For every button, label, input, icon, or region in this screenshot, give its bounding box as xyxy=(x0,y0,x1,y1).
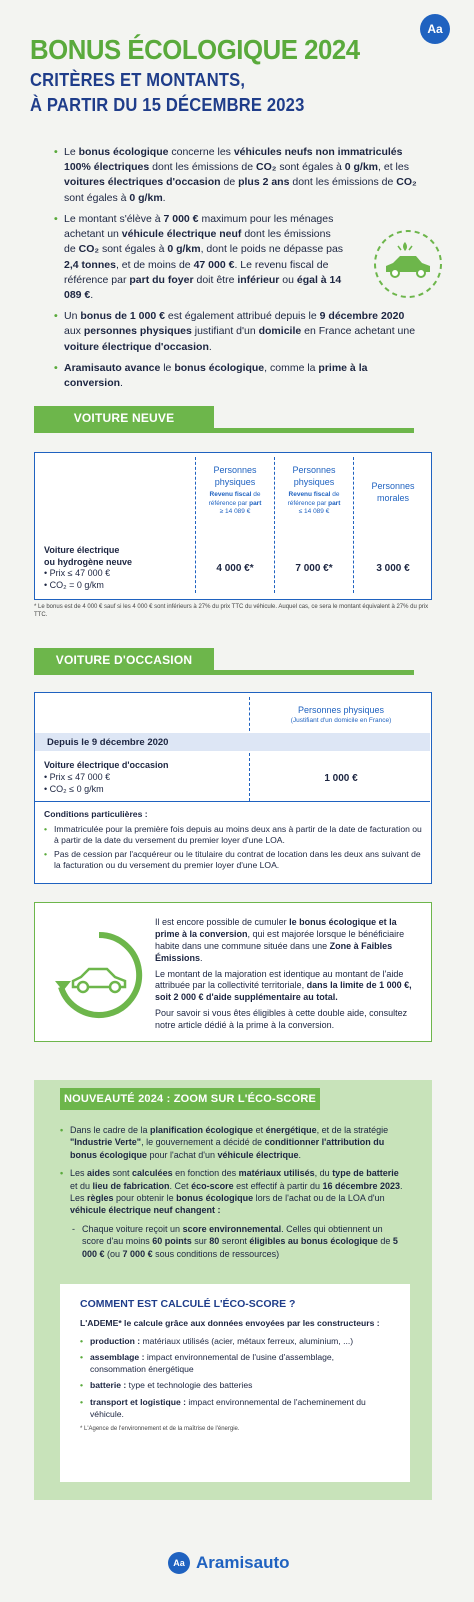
conditions: Conditions particulières : • Immatriculée pour la première fois depuis au moins deux ans à partir de la date de facturation ou à partir de la date du versement du premier loyer d'une LOA. • Pas de cession par l'acquéreur ou le titulaire du contrat de location dans les deux ans suivant de la facturation ou du versement du premier loyer d'une LOA. xyxy=(44,809,422,878)
page-subtitle-line2: À PARTIR DU 15 DÉCEMBRE 2023 xyxy=(30,95,305,115)
column-divider xyxy=(249,697,250,731)
eco-bullets xyxy=(60,1124,405,1260)
neuf-table xyxy=(34,452,432,600)
column-divider xyxy=(353,457,354,593)
calc-item: • production : matériaux utilisés (acier, métaux ferreux, aluminium, ...) xyxy=(80,1336,390,1348)
amount-cell: 4 000 €* xyxy=(216,563,254,574)
column-header: Personnes physiques (Justifiant d'un domicile en France) xyxy=(290,705,392,724)
eco-bullet: • Dans le cadre de la planification écologique et énergétique, et de la stratégie "Industrie Verte", le gouvernement a décidé de conditionner l'attribution du bonus écologique pour l'achat d'un véhicule électrique. xyxy=(60,1124,405,1161)
footer-logo[interactable] xyxy=(168,1552,290,1574)
calc-item: • batterie : type et technologie des batteries xyxy=(80,1380,390,1392)
row-label: Voiture électrique ou hydrogène neuve • Prix ≤ 47 000 € • CO₂ = 0 g/km xyxy=(44,545,133,591)
date-band: Depuis le 9 décembre 2020 xyxy=(35,733,430,751)
footnote: * Le bonus est de 4 000 € sauf si les 4 000 € sont inférieurs à 27% du prix TTC du véhicule. Auquel cas, ce sera le montant équivalent à 27% du prix TTC. xyxy=(34,604,429,618)
section-tag-neuf: VOITURE NEUVE xyxy=(34,406,214,430)
eco-sub-bullet: - Chaque voiture reçoit un score environnemental. Celles qui obtiennent un score d'au moins 60 points sur 80 seront éligibles au bonus écologique de 5 000 € (ou 7 000 € sous conditions de ressources) xyxy=(72,1223,398,1259)
amount-cell: 7 000 €* xyxy=(295,563,333,574)
occasion-table xyxy=(34,692,432,884)
page-subtitle-line1: CRITÈRES ET MONTANTS, xyxy=(30,70,246,90)
ademe-note: * L'Agence de l'environnement et de la maîtrise de l'énergie. xyxy=(80,1426,240,1433)
cumul-panel xyxy=(34,902,432,1042)
condition-item: • Pas de cession par l'acquéreur ou le titulaire du contrat de location dans les deux ans suivant de la facturation ou du versement du premier loyer d'une LOA. xyxy=(44,849,422,872)
column-divider xyxy=(195,457,196,593)
aramisauto-logo-icon: Aa xyxy=(420,14,450,44)
page-title: BONUS ÉCOLOGIQUE 2024 xyxy=(30,34,360,65)
intro-bullet: • Aramisauto avance le bonus écologique, comme la prime à la conversion. xyxy=(54,361,419,391)
aramisauto-logo-icon: Aa xyxy=(168,1552,190,1574)
calc-body: L'ADEME* le calcule grâce aux données envoyées par les constructeurs : • production : matériaux utilisés (acier, métaux ferreux, aluminium, ...) • assemblage : impact environnemental de l'usine d'assemblage, consommation énergétique • batterie : type et technologie des batteries • transport et logistique : impact environnemental de l'acheminement du véhicule. * L'Agence de l'environnement et de la maîtrise de l'énergie. xyxy=(80,1318,390,1434)
intro-bullets xyxy=(54,145,419,397)
cumul-text: Il est encore possible de cumuler le bonus écologique et la prime à la conversion, qui est majorée lorsque le bénéficiaire habite dans une commune située dans une Zone à Faibles Émissions. Le montant de la majoration est identique au montant de l'aide attribuée par la collectivité territoriale, dans la limite de 1 000 €, soit 2 000 € d'aide supplémentaire au total. Pour savoir si vous êtes éligibles à cette double aide, consultez notre article dédié à la prime à la conversion. xyxy=(155,917,412,1030)
intro-bullet: • Un bonus de 1 000 € est également attribué depuis le 9 décembre 2020 aux personnes physiques justifiant d'un domicile en France achetant une voiture électrique d'occasion. xyxy=(54,309,419,355)
divider xyxy=(35,801,430,802)
eco-score-section xyxy=(34,1080,432,1500)
row-label: Voiture électrique d'occasion • Prix ≤ 47 000 € • CO₂ ≤ 0 g/km xyxy=(44,760,169,795)
intro-bullet: • Le bonus écologique concerne les véhicules neufs non immatriculés 100% électriques dont les émissions de CO₂ sont égales à 0 g/km, et les voitures électriques d'occasion de plus 2 ans dont les émissions de CO₂ sont égales à 0 g/km. xyxy=(54,145,419,206)
column-header: Personnes physiques Revenu fiscal de référence par part ≥ 14 089 € xyxy=(208,465,262,516)
column-divider xyxy=(274,457,275,593)
electric-car-icon xyxy=(372,228,444,300)
amount-cell: 1 000 € xyxy=(324,773,358,784)
eco-calc-box xyxy=(60,1284,410,1482)
calc-item: • transport et logistique : impact environnemental de l'acheminement du véhicule. xyxy=(80,1397,390,1420)
section-tag-eco: NOUVEAUTÉ 2024 : ZOOM SUR L'ÉCO-SCORE xyxy=(60,1088,320,1110)
calc-title: COMMENT EST CALCULÉ L'ÉCO-SCORE ? xyxy=(80,1298,296,1310)
eco-bullet: • Les aides sont calculées en fonction des matériaux utilisés, du type de batterie et du lieu de fabrication. Cet éco-score est effectif à partir du 16 décembre 2023. Les règles pour obtenir le bonus écologique lors de l'achat ou de la LOA d'un véhicule électrique neuf changent : xyxy=(60,1167,405,1217)
condition-item: • Immatriculée pour la première fois depuis au moins deux ans à partir de la date de facturation ou à partir de la date du versement du premier loyer d'une LOA. xyxy=(44,824,422,847)
column-header: Personnes morales xyxy=(371,481,415,503)
calc-item: • assemblage : impact environnemental de l'usine d'assemblage, consommation énergétique xyxy=(80,1352,390,1375)
amount-cell: 3 000 € xyxy=(376,563,410,574)
column-divider xyxy=(249,753,250,801)
column-header: Personnes physiques Revenu fiscal de référence par part ≤ 14 089 € xyxy=(287,465,341,516)
section-tag-occasion: VOITURE D'OCCASION xyxy=(34,648,214,672)
eco-car-icon xyxy=(53,929,145,1021)
brand-name: Aramisauto xyxy=(196,1553,290,1572)
section-rule xyxy=(34,670,414,675)
section-rule xyxy=(34,428,414,433)
intro-bullet: • Le montant s'élève à 7 000 € maximum pour les ménages achetant un véhicule électrique neuf dont les émissions de CO₂ sont égales à 0 g/km, dont le poids ne dépasse pas 2,4 tonnes, et de moins de 47 000 €. Le revenu fiscal de référence par part du foyer doit être inférieur ou égal à 14 089 €. xyxy=(54,212,344,303)
